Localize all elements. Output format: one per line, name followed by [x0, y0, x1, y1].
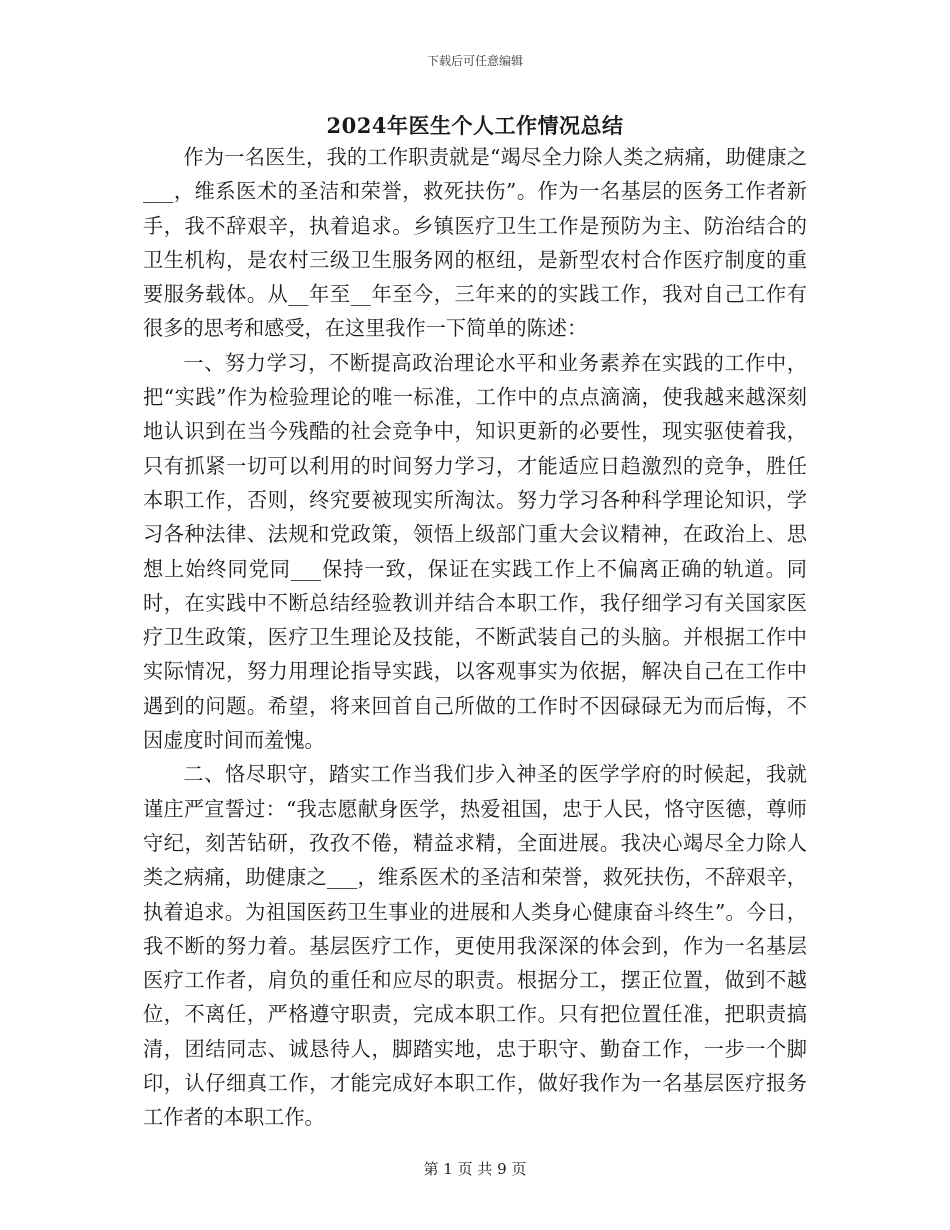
paragraph-intro: 作为一名医生，我的工作职责就是“竭尽全力除人类之病痛，助健康之___，维系医术的圣洁和荣誉，救死扶伤”。作为一名基层的医务工作者新手，我不辞艰辛，执着追求。乡镇医疗卫生工作是预防为主、防治结合的卫生机构，是农村三级卫生服务网的枢纽，是新型农村合作医疗制度的重要服务载体。从__年至__年至今，三年来的的实践工作，我对自己工作有很多的思考和感受，在这里我作一下简单的陈述： — [143, 145, 807, 341]
document-body — [143, 140, 807, 1135]
document-title: 2024年医生个人工作情况总结 — [326, 113, 624, 138]
header-note: 下载后可任意编辑 — [426, 54, 523, 68]
paragraph-section-2: 二、恪尽职守，踏实工作当我们步入神圣的医学学府的时候起，我就谨庄严宣誓过：“我志愿献身医学，热爱祖国，忠于人民，恪守医德，尊师守纪，刻苦钻研，孜孜不倦，精益求精，全面进展。我决心竭尽全力除人类之病痛，助健康之___，维系医术的圣洁和荣誉，救死扶伤，不辞艰辛，执着追求。为祖国医药卫生事业的进展和人类身心健康奋斗终生”。今日，我不断的努力着。基层医疗工作，更使用我深深的体会到，作为一名基层医疗工作者，肩负的重任和应尽的职责。根据分工，摆正位置，做到不越位，不离任，严格遵守职责，完成本职工作。只有把位置任准，把职责搞清，团结同志、诚恳待人，脚踏实地，忠于职守、勤奋工作，一步一个脚印，认仔细真工作，才能完成好本职工作，做好我作为一名基层医疗报务工作者的本职工作。 — [143, 762, 807, 1130]
paragraph-section-1: 一、努力学习，不断提高政治理论水平和业务素养在实践的工作中，把“实践”作为检验理论的唯一标准，工作中的点点滴滴，使我越来越深刻地认识到在当今残酷的社会竞争中，知识更新的必要性，现实驱使着我，只有抓紧一切可以利用的时间努力学习，才能适应日趋激烈的竞争，胜任本职工作，否则，终究要被现实所淘汰。努力学习各种科学理论知识，学习各种法律、法规和党政策，领悟上级部门重大会议精神，在政治上、思想上始终同党同___保持一致，保证在实践工作上不偏离正确的轨道。同时，在实践中不断总结经验教训并结合本职工作，我仔细学习有关国家医疗卫生政策，医疗卫生理论及技能，不断武装自己的头脑。并根据工作中实际情况，努力用理论指导实践，以客观事实为依据，解决自己在工作中遇到的问题。希望，将来回首自己所做的工作时不因碌碌无为而后悔，不因虚度时间而羞愧。 — [143, 350, 807, 753]
page-number: 第 1 页 共 9 页 — [423, 1160, 527, 1178]
